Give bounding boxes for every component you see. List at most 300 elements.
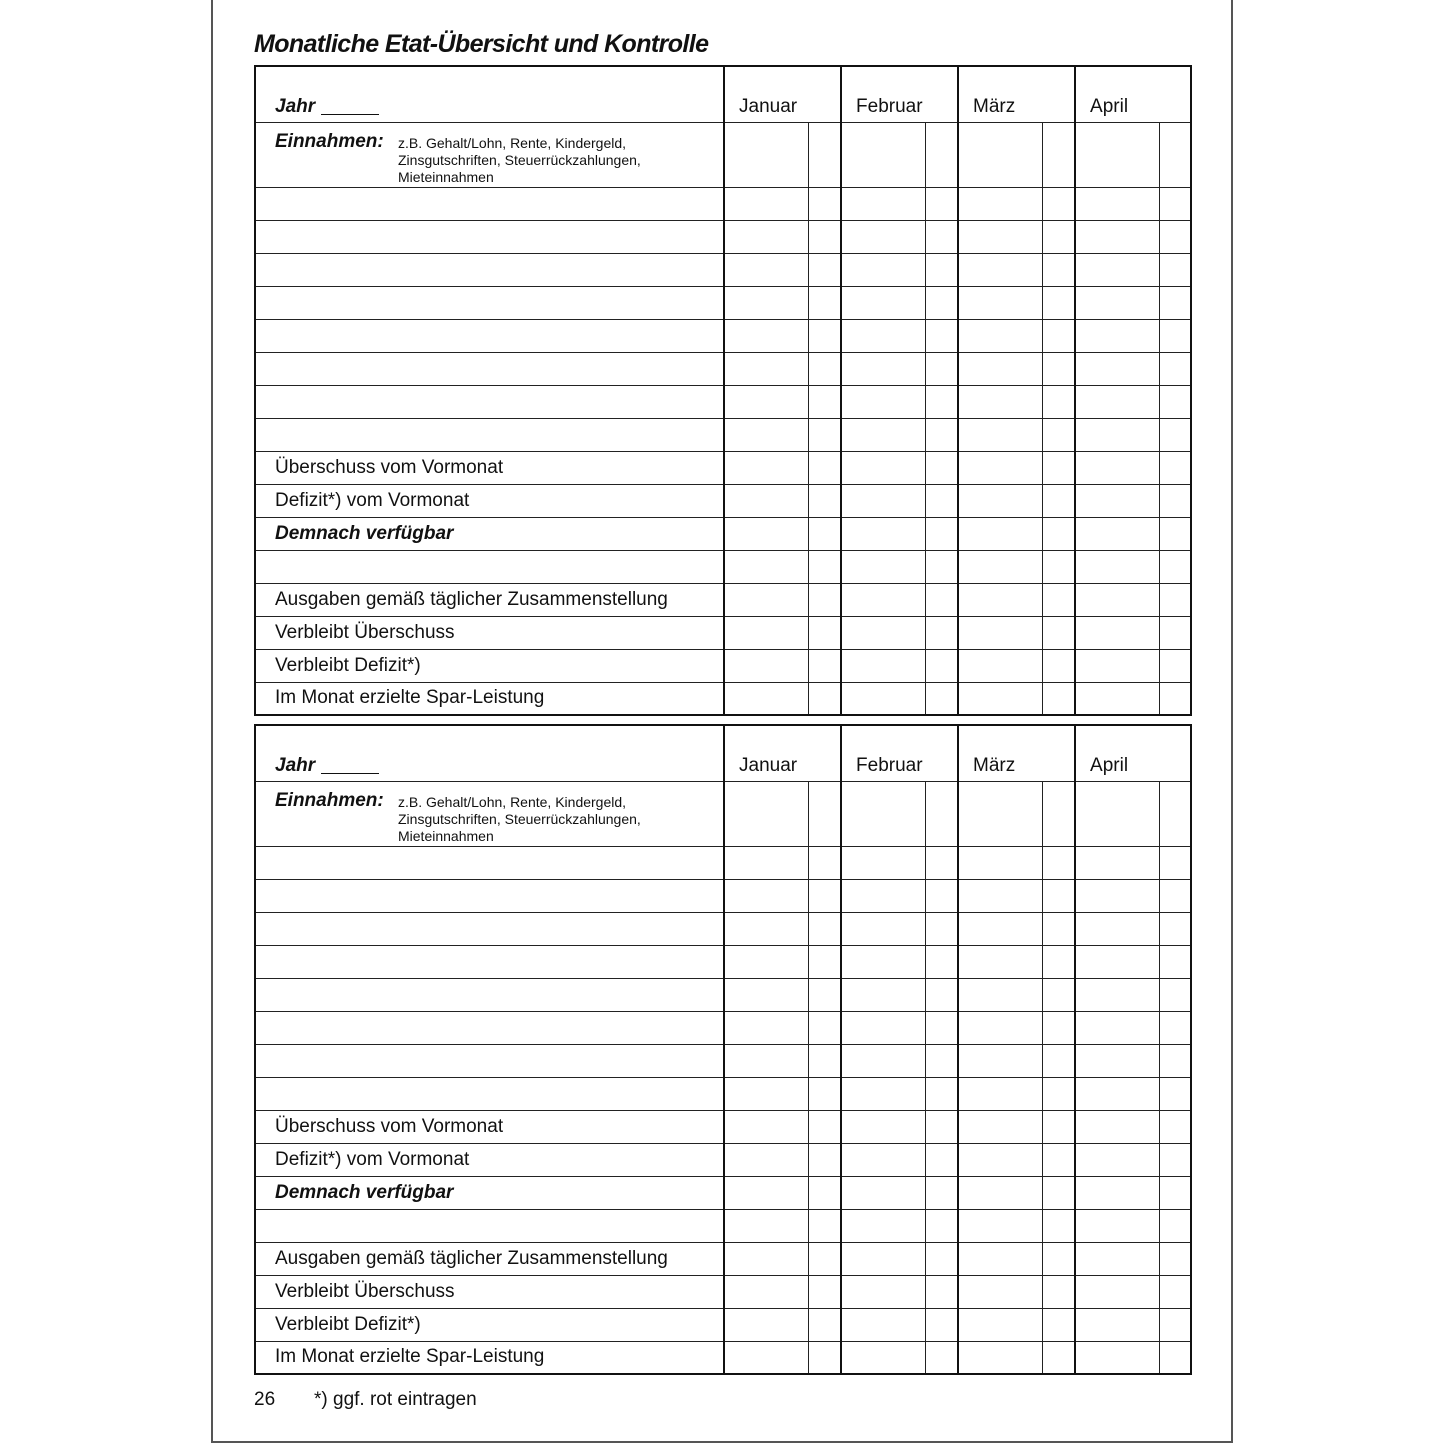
cent-cell[interactable] [1159,550,1191,583]
amount-cell[interactable] [724,385,808,418]
cent-cell[interactable] [1159,649,1191,682]
cent-cell[interactable] [1042,781,1075,846]
amount-cell[interactable] [841,550,925,583]
cent-cell[interactable] [1159,616,1191,649]
amount-cell[interactable] [841,286,925,319]
cent-cell[interactable] [925,616,958,649]
amount-cell[interactable] [724,1077,808,1110]
blank-entry-cell[interactable] [255,1209,724,1242]
amount-cell[interactable] [841,220,925,253]
amount-cell[interactable] [1075,682,1159,715]
cent-cell[interactable] [1159,1209,1191,1242]
cent-cell[interactable] [1159,1110,1191,1143]
amount-cell[interactable] [958,1077,1042,1110]
amount-cell[interactable] [841,319,925,352]
cent-cell[interactable] [808,122,841,187]
amount-cell[interactable] [958,649,1042,682]
amount-cell[interactable] [1075,517,1159,550]
amount-cell[interactable] [724,220,808,253]
cent-cell[interactable] [1159,484,1191,517]
cent-cell[interactable] [808,484,841,517]
cent-cell[interactable] [925,1143,958,1176]
amount-cell[interactable] [841,451,925,484]
cent-cell[interactable] [1042,484,1075,517]
cent-cell[interactable] [808,451,841,484]
amount-cell[interactable] [958,1044,1042,1077]
cent-cell[interactable] [925,319,958,352]
cent-cell[interactable] [1159,1143,1191,1176]
cent-cell[interactable] [1159,253,1191,286]
cent-cell[interactable] [1159,418,1191,451]
cent-cell[interactable] [1159,781,1191,846]
amount-cell[interactable] [724,319,808,352]
cent-cell[interactable] [925,550,958,583]
cent-cell[interactable] [1042,1176,1075,1209]
amount-cell[interactable] [841,1176,925,1209]
amount-cell[interactable] [1075,385,1159,418]
amount-cell[interactable] [724,1275,808,1308]
amount-cell[interactable] [1075,781,1159,846]
cent-cell[interactable] [808,1275,841,1308]
blank-entry-cell[interactable] [255,1077,724,1110]
amount-cell[interactable] [1075,1077,1159,1110]
cent-cell[interactable] [1159,912,1191,945]
amount-cell[interactable] [1075,418,1159,451]
amount-cell[interactable] [958,846,1042,879]
amount-cell[interactable] [724,781,808,846]
amount-cell[interactable] [958,451,1042,484]
cent-cell[interactable] [925,484,958,517]
cent-cell[interactable] [1042,682,1075,715]
cent-cell[interactable] [925,1110,958,1143]
amount-cell[interactable] [1075,220,1159,253]
cent-cell[interactable] [1159,220,1191,253]
cent-cell[interactable] [808,1077,841,1110]
amount-cell[interactable] [724,1011,808,1044]
cent-cell[interactable] [1042,220,1075,253]
amount-cell[interactable] [841,122,925,187]
amount-cell[interactable] [841,1011,925,1044]
cent-cell[interactable] [925,649,958,682]
amount-cell[interactable] [841,781,925,846]
amount-cell[interactable] [724,352,808,385]
amount-cell[interactable] [841,352,925,385]
amount-cell[interactable] [724,286,808,319]
amount-cell[interactable] [1075,187,1159,220]
amount-cell[interactable] [958,517,1042,550]
cent-cell[interactable] [1042,550,1075,583]
amount-cell[interactable] [958,682,1042,715]
cent-cell[interactable] [925,1242,958,1275]
amount-cell[interactable] [958,418,1042,451]
cent-cell[interactable] [925,1341,958,1374]
amount-cell[interactable] [724,846,808,879]
cent-cell[interactable] [925,978,958,1011]
cent-cell[interactable] [1042,122,1075,187]
cent-cell[interactable] [808,682,841,715]
blank-entry-cell[interactable] [255,550,724,583]
cent-cell[interactable] [1159,846,1191,879]
amount-cell[interactable] [958,1308,1042,1341]
amount-cell[interactable] [958,583,1042,616]
blank-entry-cell[interactable] [255,418,724,451]
cent-cell[interactable] [1042,879,1075,912]
cent-cell[interactable] [1159,385,1191,418]
amount-cell[interactable] [1075,1011,1159,1044]
amount-cell[interactable] [841,912,925,945]
cent-cell[interactable] [925,912,958,945]
amount-cell[interactable] [841,1110,925,1143]
year-input-line[interactable] [321,114,379,115]
cent-cell[interactable] [808,846,841,879]
amount-cell[interactable] [841,1044,925,1077]
amount-cell[interactable] [1075,1044,1159,1077]
cent-cell[interactable] [808,583,841,616]
amount-cell[interactable] [1075,912,1159,945]
cent-cell[interactable] [925,286,958,319]
cent-cell[interactable] [1042,1044,1075,1077]
amount-cell[interactable] [841,978,925,1011]
cent-cell[interactable] [1042,1242,1075,1275]
cent-cell[interactable] [1042,286,1075,319]
table-row [255,912,1191,945]
cent-cell[interactable] [1042,1209,1075,1242]
cent-cell[interactable] [925,583,958,616]
cent-cell[interactable] [1159,682,1191,715]
cent-cell[interactable] [1042,1143,1075,1176]
amount-cell[interactable] [958,253,1042,286]
table-row [255,352,1191,385]
blank-entry-cell[interactable] [255,319,724,352]
cent-cell[interactable] [808,352,841,385]
cent-cell[interactable] [1159,1341,1191,1374]
amount-cell[interactable] [1075,451,1159,484]
amount-cell[interactable] [958,1275,1042,1308]
amount-cell[interactable] [841,1308,925,1341]
cent-cell[interactable] [1042,253,1075,286]
blank-entry-cell[interactable] [255,879,724,912]
amount-cell[interactable] [724,1341,808,1374]
cent-cell[interactable] [1159,352,1191,385]
amount-cell[interactable] [724,1143,808,1176]
amount-cell[interactable] [958,978,1042,1011]
amount-cell[interactable] [958,385,1042,418]
cent-cell[interactable] [1159,1242,1191,1275]
amount-cell[interactable] [958,781,1042,846]
cent-cell[interactable] [1159,1308,1191,1341]
cent-cell[interactable] [1159,451,1191,484]
cent-cell[interactable] [808,649,841,682]
cent-cell[interactable] [1042,1077,1075,1110]
amount-cell[interactable] [841,1242,925,1275]
cent-cell[interactable] [1042,649,1075,682]
amount-cell[interactable] [724,649,808,682]
blank-entry-cell[interactable] [255,1044,724,1077]
amount-cell[interactable] [841,616,925,649]
blank-entry-cell[interactable] [255,352,724,385]
cent-cell[interactable] [1042,1110,1075,1143]
amount-cell[interactable] [724,1209,808,1242]
cent-cell[interactable] [925,220,958,253]
amount-cell[interactable] [724,1308,808,1341]
amount-cell[interactable] [958,1176,1042,1209]
amount-cell[interactable] [958,1209,1042,1242]
amount-cell[interactable] [958,550,1042,583]
cent-cell[interactable] [808,385,841,418]
cent-cell[interactable] [925,253,958,286]
cent-cell[interactable] [808,253,841,286]
amount-cell[interactable] [841,253,925,286]
amount-cell[interactable] [841,682,925,715]
cent-cell[interactable] [925,781,958,846]
cent-cell[interactable] [925,1308,958,1341]
blank-entry-cell[interactable] [255,978,724,1011]
amount-cell[interactable] [724,1110,808,1143]
cent-cell[interactable] [1042,418,1075,451]
cent-cell[interactable] [1042,1275,1075,1308]
cent-cell[interactable] [1042,352,1075,385]
cent-cell[interactable] [1159,1275,1191,1308]
cent-cell[interactable] [1159,122,1191,187]
amount-cell[interactable] [724,945,808,978]
amount-cell[interactable] [841,517,925,550]
amount-cell[interactable] [724,484,808,517]
amount-cell[interactable] [841,583,925,616]
amount-cell[interactable] [841,187,925,220]
amount-cell[interactable] [1075,1110,1159,1143]
cent-cell[interactable] [808,1176,841,1209]
cent-cell[interactable] [1159,319,1191,352]
cent-cell[interactable] [925,451,958,484]
amount-cell[interactable] [958,1242,1042,1275]
blank-entry-cell[interactable] [255,220,724,253]
amount-cell[interactable] [841,1143,925,1176]
cent-cell[interactable] [925,385,958,418]
amount-cell[interactable] [1075,122,1159,187]
amount-cell[interactable] [958,187,1042,220]
row-label: Im Monat erzielte Spar-Leistung [255,682,724,715]
amount-cell[interactable] [1075,1242,1159,1275]
amount-cell[interactable] [724,550,808,583]
amount-cell[interactable] [841,418,925,451]
cent-cell[interactable] [808,1242,841,1275]
blank-entry-cell[interactable] [255,846,724,879]
cent-cell[interactable] [1159,286,1191,319]
amount-cell[interactable] [1075,616,1159,649]
cent-cell[interactable] [808,187,841,220]
amount-cell[interactable] [1075,484,1159,517]
cent-cell[interactable] [808,220,841,253]
cent-cell[interactable] [1042,1341,1075,1374]
cent-cell[interactable] [925,1044,958,1077]
table-row [255,220,1191,253]
year-input-line[interactable] [321,773,379,774]
amount-cell[interactable] [841,1077,925,1110]
blank-entry-cell[interactable] [255,385,724,418]
blank-entry-cell[interactable] [255,286,724,319]
amount-cell[interactable] [841,649,925,682]
cent-cell[interactable] [925,846,958,879]
cent-cell[interactable] [1159,1176,1191,1209]
cent-cell[interactable] [925,187,958,220]
amount-cell[interactable] [1075,1308,1159,1341]
blank-entry-cell[interactable] [255,187,724,220]
amount-cell[interactable] [724,1044,808,1077]
cent-cell[interactable] [1042,912,1075,945]
amount-cell[interactable] [841,1209,925,1242]
amount-cell[interactable] [724,517,808,550]
cent-cell[interactable] [808,945,841,978]
cent-cell[interactable] [925,1011,958,1044]
cent-cell[interactable] [1159,1011,1191,1044]
amount-cell[interactable] [1075,550,1159,583]
cent-cell[interactable] [1042,319,1075,352]
cent-cell[interactable] [925,1176,958,1209]
amount-cell[interactable] [1075,879,1159,912]
amount-cell[interactable] [958,1110,1042,1143]
amount-cell[interactable] [724,451,808,484]
einnahmen-hint: z.B. Gehalt/Lohn, Rente, Kindergeld, Zinsgutschriften, Steuerrückzahlungen, Mieteinnahmen [398,793,641,844]
cent-cell[interactable] [808,781,841,846]
amount-cell[interactable] [724,912,808,945]
blank-entry-cell[interactable] [255,945,724,978]
amount-cell[interactable] [841,385,925,418]
amount-cell[interactable] [1075,1209,1159,1242]
blank-entry-cell[interactable] [255,253,724,286]
cent-cell[interactable] [1159,187,1191,220]
cent-cell[interactable] [808,1011,841,1044]
amount-cell[interactable] [1075,253,1159,286]
amount-cell[interactable] [724,418,808,451]
amount-cell[interactable] [1075,1341,1159,1374]
amount-cell[interactable] [724,253,808,286]
amount-cell[interactable] [958,945,1042,978]
table-row [255,1077,1191,1110]
amount-cell[interactable] [958,122,1042,187]
cent-cell[interactable] [1042,1011,1075,1044]
amount-cell[interactable] [1075,352,1159,385]
amount-cell[interactable] [724,879,808,912]
amount-cell[interactable] [958,484,1042,517]
amount-cell[interactable] [1075,583,1159,616]
amount-cell[interactable] [841,945,925,978]
cent-cell[interactable] [808,286,841,319]
cent-cell[interactable] [925,945,958,978]
cent-cell[interactable] [925,352,958,385]
cent-cell[interactable] [808,1308,841,1341]
blank-entry-cell[interactable] [255,1011,724,1044]
cent-cell[interactable] [808,1209,841,1242]
cent-cell[interactable] [808,1044,841,1077]
cent-cell[interactable] [1042,616,1075,649]
amount-cell[interactable] [958,1341,1042,1374]
cent-cell[interactable] [925,1077,958,1110]
cent-cell[interactable] [1042,385,1075,418]
cent-cell[interactable] [808,1143,841,1176]
cent-cell[interactable] [925,682,958,715]
cent-cell[interactable] [808,319,841,352]
cent-cell[interactable] [1159,978,1191,1011]
cent-cell[interactable] [808,517,841,550]
cent-cell[interactable] [925,517,958,550]
cent-cell[interactable] [1042,451,1075,484]
cent-cell[interactable] [1159,879,1191,912]
cent-cell[interactable] [1042,517,1075,550]
cent-cell[interactable] [1159,945,1191,978]
cent-cell[interactable] [1042,187,1075,220]
amount-cell[interactable] [724,1176,808,1209]
year-label: Jahr [275,95,316,117]
cent-cell[interactable] [925,879,958,912]
cent-cell[interactable] [925,1209,958,1242]
cent-cell[interactable] [808,978,841,1011]
amount-cell[interactable] [958,912,1042,945]
amount-cell[interactable] [958,319,1042,352]
amount-cell[interactable] [1075,1143,1159,1176]
cent-cell[interactable] [1042,1308,1075,1341]
amount-cell[interactable] [1075,1275,1159,1308]
cent-cell[interactable] [1159,517,1191,550]
amount-cell[interactable] [1075,978,1159,1011]
amount-cell[interactable] [958,1011,1042,1044]
amount-cell[interactable] [841,846,925,879]
cent-cell[interactable] [808,912,841,945]
table-row [255,846,1191,879]
cent-cell[interactable] [1159,583,1191,616]
amount-cell[interactable] [841,484,925,517]
cent-cell[interactable] [808,1110,841,1143]
amount-cell[interactable] [1075,319,1159,352]
amount-cell[interactable] [841,1275,925,1308]
amount-cell[interactable] [724,187,808,220]
cent-cell[interactable] [925,1275,958,1308]
amount-cell[interactable] [958,220,1042,253]
amount-cell[interactable] [1075,649,1159,682]
amount-cell[interactable] [724,682,808,715]
amount-cell[interactable] [958,879,1042,912]
amount-cell[interactable] [724,583,808,616]
amount-cell[interactable] [958,616,1042,649]
cent-cell[interactable] [808,550,841,583]
amount-cell[interactable] [841,1341,925,1374]
cent-cell[interactable] [925,122,958,187]
amount-cell[interactable] [724,1242,808,1275]
cent-cell[interactable] [808,616,841,649]
amount-cell[interactable] [1075,945,1159,978]
cent-cell[interactable] [1042,945,1075,978]
cent-cell[interactable] [1159,1044,1191,1077]
amount-cell[interactable] [958,352,1042,385]
cent-cell[interactable] [1159,1077,1191,1110]
amount-cell[interactable] [1075,1176,1159,1209]
amount-cell[interactable] [958,1143,1042,1176]
amount-cell[interactable] [1075,286,1159,319]
amount-cell[interactable] [724,616,808,649]
cent-cell[interactable] [1042,846,1075,879]
amount-cell[interactable] [1075,846,1159,879]
amount-cell[interactable] [958,286,1042,319]
cent-cell[interactable] [808,879,841,912]
blank-entry-cell[interactable] [255,912,724,945]
amount-cell[interactable] [724,978,808,1011]
cent-cell[interactable] [808,418,841,451]
amount-cell[interactable] [841,879,925,912]
amount-cell[interactable] [724,122,808,187]
cent-cell[interactable] [925,418,958,451]
cent-cell[interactable] [808,1341,841,1374]
cent-cell[interactable] [1042,978,1075,1011]
cent-cell[interactable] [1042,583,1075,616]
